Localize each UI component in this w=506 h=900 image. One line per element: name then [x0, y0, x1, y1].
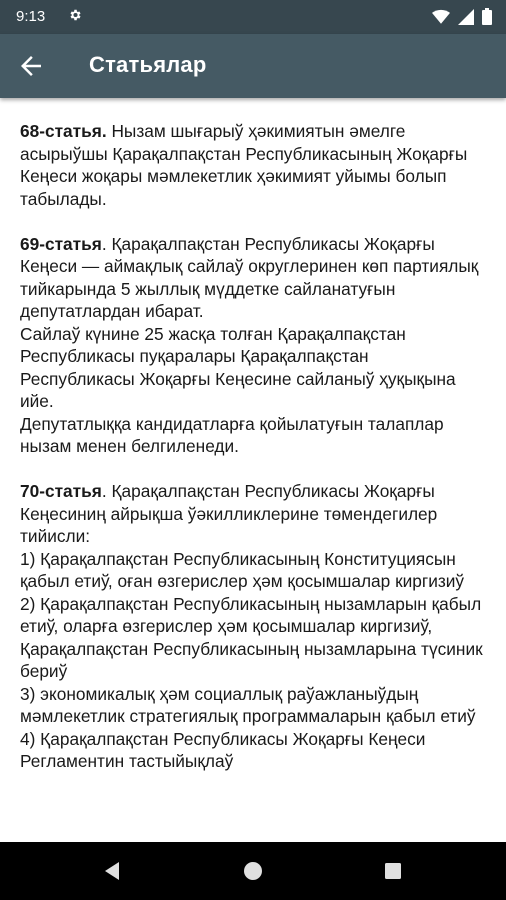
wifi-icon: [432, 9, 450, 25]
article-70: [20, 480, 486, 773]
article-paragraph: [20, 233, 486, 323]
article-list: [0, 98, 506, 773]
nav-recents-square-icon[interactable]: [379, 857, 407, 885]
article-69: [20, 233, 486, 458]
article-number: 69-статья: [20, 233, 102, 254]
cellular-signal-icon: [458, 9, 474, 25]
article-list-item: 4) Қарақалпақстан Республикасы Жоқарғы Кеңеси Регламентин тастыйықлаў: [20, 728, 426, 771]
page-title: Статьялар: [89, 52, 207, 77]
status-bar: [0, 0, 506, 34]
system-nav-bar: [0, 842, 506, 900]
article-text: Нызам шығарыў ҳәкимиятын әмелге асырыўшы Қарақалпақстан Республикасының Жоқарғы Кеңеси жоқары мәмлекетлик ҳәкимият уйымы болып табылады.: [20, 121, 468, 209]
settings-gear-icon: [68, 8, 82, 22]
nav-back-triangle-icon[interactable]: [99, 857, 127, 885]
battery-icon: [482, 8, 492, 25]
article-paragraph: Сайлаў күнине 25 жасқа толған Қарақалпақстан Республикасы пуқаралары Қарақалпақстан Республикасы Жоқарғы Кеңесине сайланыў ҳуқықына ийе.: [20, 323, 456, 411]
arrow-back-icon[interactable]: [16, 51, 46, 81]
app-bar: [0, 34, 506, 98]
article-list-item: 1) Қарақалпақстан Республикасының Конституциясын қабыл етиў, оған өзгерислер ҳәм қосымшалар киргизиў: [20, 548, 465, 591]
article-text: . Қарақалпақстан Республикасы Жоқарғы Кеңесиниң айрықша ўәкилликлерине төмендегилер тийисли:: [20, 481, 438, 546]
article-paragraph: Депутатлыққа кандидатларға қойылатуғын талаплар нызам менен белгиленеди.: [20, 413, 444, 456]
article-list-item: 2) Қарақалпақстан Республикасының нызамларын қабыл етиў, оларға өзгерислер ҳәм қосымшалар киргизиў, Қарақалпақстан Республикасының нызамларына түсиник бериў: [20, 593, 483, 681]
article-number: 70-статья: [20, 481, 102, 501]
article-68: [20, 120, 486, 210]
article-text: . Қарақалпақстан Республикасы Жоқарғы Кеңеси — аймақлық сайлаў округлеринен көп партиялық тийкарында 5 жыллық мүддетке сайланатуғын депутатлардан ибарат.: [20, 233, 479, 321]
articles-scroll-view[interactable]: [0, 98, 506, 842]
status-time: 9:13: [16, 8, 46, 25]
nav-home-circle-icon[interactable]: [239, 857, 267, 885]
article-list-item: 3) экономикалық ҳәм социаллық раўажланыўдың мәмлекетлик стратегиялық программаларын қабыл етиў: [20, 683, 476, 726]
article-paragraph: [20, 120, 486, 210]
article-number: 68-статья.: [20, 121, 107, 141]
article-paragraph: [20, 480, 486, 548]
